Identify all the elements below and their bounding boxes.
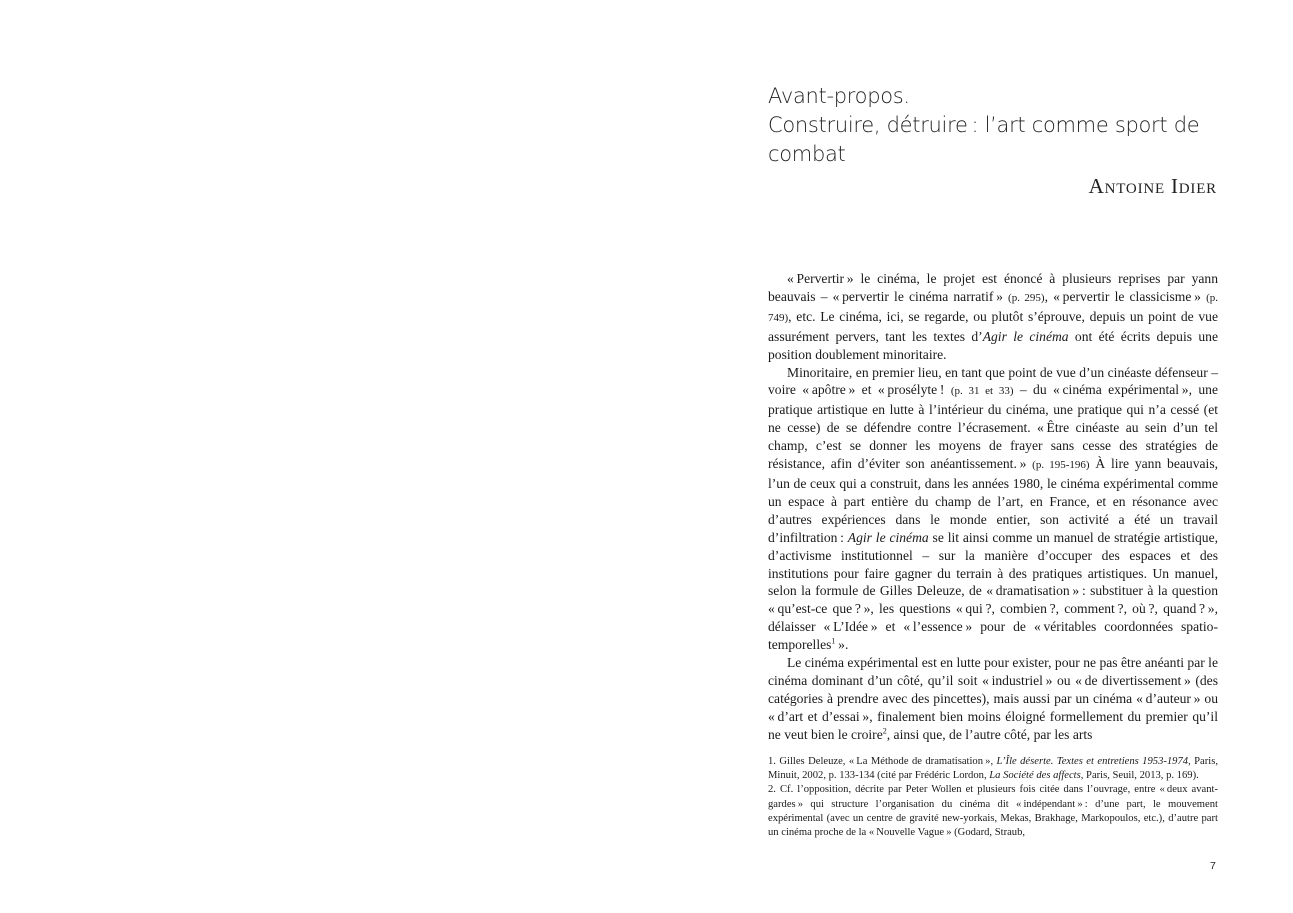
book-title-italic: Agir le cinéma [982,328,1069,344]
text-run: , « pervertir le classicisme » [1044,288,1207,304]
text-run: , Paris, Seuil, 2013, p. 169). [1080,770,1199,782]
right-page [646,0,1293,913]
footnote-1 [768,755,1218,783]
left-page-blank [0,0,646,913]
page-reference: (p. 31 et 33) [950,385,1014,398]
text-run: , ainsi que, de l’autre côté, par les arts [886,726,1093,742]
text-run: – du « cinéma expérimental », une pratique artistique en lutte à l’intérieur du cinéma, une pratique qui n’a cessé (et ne cesse) de se défendre contre l’écrasement. « Être cinéaste au sein d’un tel champ, c’est se donner les moyens de frayer sans cesse des stratégies de résistance, afin d’éviter son anéantissement. » [768,382,1218,472]
book-title-italic: L’Île déserte. Textes et entretiens 1953-1974 [996,756,1189,767]
text-run: 2. Cf. l’opposition, décrite par Peter Wollen et plusieurs fois citée dans l’ouvrage, entre « deux avant-gardes » qui structure l’organisation du cinéma dit « indépendant » : d’une part, le mouvement expérimental (avec un centre de gravité new-yorkais, Mekas, Brakhage, Markopoulos, etc.), d’autre part un cinéma proche de la « Nouvelle Vague » (Godard, Straub, [768,784,1218,839]
paragraph-2 [768,364,1218,655]
text-run: 1. Gilles Deleuze, « La Méthode de dramatisation », [768,756,997,767]
page-reference: (p. 295) [1008,291,1045,304]
text-run: ». [835,637,849,653]
paragraph-1 [768,270,1218,364]
text-run: Minoritaire, en premier lieu, en tant que point de vue d’un cinéaste défenseur – voire « apôtre » et « prosélyte ! [768,364,1218,398]
title-line-2: Construire, détruire : l’art comme sport de [768,113,1200,137]
text-run: , Paris, Minuit, 2002, p. 133-134 (cité par Frédéric Lordon, [768,756,1218,782]
page-reference: (p. 195-196) [1032,459,1090,472]
chapter-title [768,82,1228,169]
text-run: ont été écrits depuis une position doublement minoritaire. [768,328,1218,362]
footnote-2 [768,783,1218,840]
book-title-italic: La Société des affects [989,770,1081,782]
page-reference: (p. 749) [768,291,1218,324]
body-text [768,270,1218,744]
book-title-italic: Agir le cinéma [847,529,929,545]
title-line-3: combat [768,142,846,166]
footnotes [768,755,1218,840]
text-run: « Pervertir » le cinéma, le projet est énoncé à plusieurs reprises par yann beauvais – « pervertir le cinéma narratif » [768,271,1218,304]
text-run: À lire yann beauvais, l’un de ceux qui a construit, dans les années 1980, le cinéma expérimental comme un espace à part entière du champ de l’art, en France, et en résonance avec d’autres expériences dans le monde entier, son activité a été un travail d’infiltration : [768,456,1219,545]
footnote-marker: 2 [882,726,887,736]
page-number: 7 [1210,860,1216,872]
text-run: Le cinéma expérimental est en lutte pour exister, pour ne pas être anéanti par le cinéma dominant d’un côté, qu’il soit « industriel » ou « de divertissement » (des catégories à prendre avec des pincettes), mais aussi par un cinéma « d’auteur » ou « d’art et d’essai », finalement bien moins éloigné formellement du premier qu’il ne veut bien le croire [768,655,1218,742]
paragraph-3 [768,654,1218,744]
title-line-1: Avant-propos. [768,84,910,108]
text-run: , etc. Le cinéma, ici, se regarde, ou plutôt s’éprouve, depuis un point de vue assurément pervers, tant les textes d’ [768,308,1218,344]
footnote-marker: 1 [831,636,836,646]
author-name: Antoine Idier [1088,174,1217,198]
text-run: se lit ainsi comme un manuel de stratégie artistique, d’activisme institutionnel – sur la manière d’occuper des espaces et des institutions pour faire gagner du terrain à des pratiques artistiques. Un manuel, selon la formule de Gilles Deleuze, de « dramatisation » : substituer à la question « qu’est-ce que ? », les questions « qui ?, combien ?, comment ?, où ?, quand ? », délaisser « L’Idée » et « l’essence » pour de « véritables coordonnées spatio-temporelles [768,529,1219,653]
